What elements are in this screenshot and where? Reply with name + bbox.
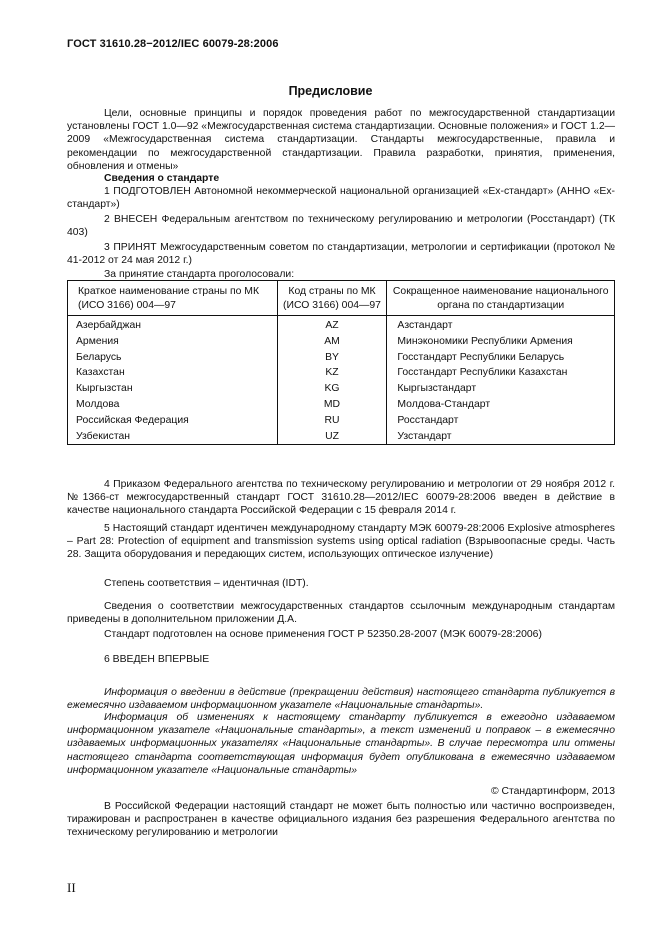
country-code: UZ (277, 429, 387, 445)
country-code: KG (277, 381, 387, 397)
country-code: KZ (277, 365, 387, 381)
item-6: 6 ВВЕДЕН ВПЕРВЫЕ (104, 654, 210, 665)
standards-body: Госстандарт Республики Беларусь (387, 350, 615, 366)
intro-paragraph: Цели, основные принципы и порядок проведения работ по межгосударственной стандартизации установлены ГОСТ 1.0—92 «Межгосударственная система стандартизации. Основные положения» и ГОСТ 1.2—2009 «Межгосударственная система стандартизации. Стандарты межгосударственные, правила и рекомендации по межгосударственной стандартизации. Правила разработки, принятия, применения, обновления и отмены» (67, 108, 615, 172)
table-header-row (68, 281, 615, 316)
refs-info: Сведения о соответствии межгосударственных стандартов ссылочным международным стандартам приведены в дополнительном приложении Д.А. (67, 601, 615, 626)
country-code: AM (277, 334, 387, 350)
country-name: Армения (68, 334, 278, 350)
table-row (68, 365, 615, 381)
country-name: Молдова (68, 397, 278, 413)
country-name: Узбекистан (68, 429, 278, 445)
table-row (68, 334, 615, 350)
standards-body: Росстандарт (387, 413, 615, 429)
table-row (68, 413, 615, 429)
notice-changes: Информация об изменениях к настоящему стандарту публикуется в ежегодно издаваемом информационном указателе «Национальные стандарты», а текст изменений и поправок – в ежемесячно издаваемых информационных указателях «Национальные стандарты». В случае пересмотра или отмены настоящего стандарта соответствующая информация будет опубликована в ежемесячно издаваемом информационном указателе «Национальные стандарты» (67, 712, 615, 776)
standards-body: Госстандарт Республики Казахстан (387, 365, 615, 381)
column-header-code: Код страны по МК (ИСО 3166) 004—97 (277, 281, 387, 316)
document-header: ГОСТ 31610.28−2012/IEC 60079-28:2006 (67, 38, 279, 50)
item-2: 2 ВНЕСЕН Федеральным агентством по техническому регулированию и метрологии (Росстандарт) (ТК 403) (67, 214, 615, 239)
country-name: Азербайджан (68, 316, 278, 334)
item-4: 4 Приказом Федерального агентства по техническому регулированию и метрологии от 29 ноября 2012 г. №1366-ст межгосударственный стандарт ГОСТ 31610.28—2012/IEC 60079-28:2006 введен в действие в качестве национального стандарта Российской Федерации с 15 февраля 2014 г. (67, 479, 615, 517)
country-name: Казахстан (68, 365, 278, 381)
info-heading: Сведения о стандарте (104, 173, 220, 184)
notice-introduction: Информация о введении в действие (прекращении действия) настоящего стандарта публикуется в ежемесячно издаваемом информационном указателе «Национальные стандарты». (67, 687, 615, 712)
item-3: 3 ПРИНЯТ Межгосударственным советом по стандартизации, метрологии и сертификации (протокол № 41-2012 от 24 мая 2012 г.) (67, 242, 615, 267)
item-1: 1 ПОДГОТОВЛЕН Автономной некоммерческой национальной организацией «Ех-стандарт» (АННО «Ех-стандарт») (67, 186, 615, 211)
item-5: 5 Настоящий стандарт идентичен международному стандарту МЭК 60079-28:2006 Explosive atmospheres – Part 28: Protection of equipment and transmission systems using optical radiation (Взрывоопасные среды. Часть 28. Защита оборудования и передающих систем, использующих оптическое излучение) (67, 523, 615, 561)
table-row (68, 316, 615, 334)
standards-body: Азстандарт (387, 316, 615, 334)
column-header-country: Краткое наименование страны по МК (ИСО 3166) 004—97 (68, 281, 278, 316)
table-row (68, 350, 615, 366)
country-code: MD (277, 397, 387, 413)
standards-body: Узстандарт (387, 429, 615, 445)
voting-table (67, 280, 615, 445)
country-code: BY (277, 350, 387, 366)
standards-body: Молдова-Стандарт (387, 397, 615, 413)
vote-intro: За принятие стандарта проголосовали: (104, 269, 295, 280)
based-on: Стандарт подготовлен на основе применения ГОСТ Р 52350.28-2007 (МЭК 60079-28:2006) (104, 629, 542, 640)
country-name: Беларусь (68, 350, 278, 366)
country-name: Российская Федерация (68, 413, 278, 429)
country-code: RU (277, 413, 387, 429)
country-name: Кыргызстан (68, 381, 278, 397)
page-number: II (67, 880, 76, 895)
conformity-degree: Степень соответствия – идентичная (IDT). (104, 578, 309, 589)
rights-notice: В Российской Федерации настоящий стандарт не может быть полностью или частично воспроизведен, тиражирован и распространен в качестве официального издания без разрешения Федерального агентства по техническому регулированию и метрологии (67, 801, 615, 839)
table-row (68, 429, 615, 445)
table-row (68, 381, 615, 397)
copyright: © Стандартинформ, 2013 (490, 786, 615, 797)
standards-body: Минэкономики Республики Армения (387, 334, 615, 350)
country-code: AZ (277, 316, 387, 334)
column-header-body: Сокращенное наименование национального органа по стандартизации (387, 281, 615, 316)
page-title: Предисловие (288, 84, 373, 98)
standards-body: Кыргызстандарт (387, 381, 615, 397)
table-row (68, 397, 615, 413)
